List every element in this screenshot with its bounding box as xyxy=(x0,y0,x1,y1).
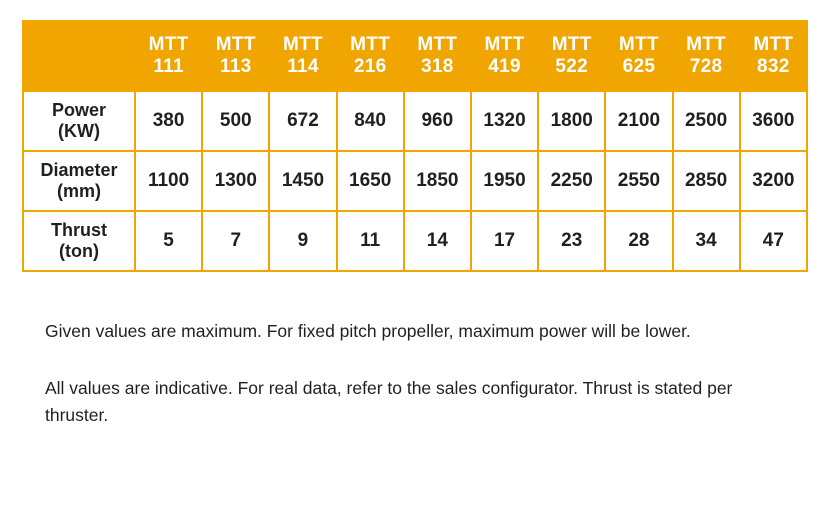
model-number: 625 xyxy=(622,56,656,77)
column-header-mtt-111 xyxy=(135,21,202,91)
cell-diameter-mtt-111: 1100 xyxy=(135,151,202,211)
column-header-mtt-728 xyxy=(673,21,740,91)
row-label-line1: Thrust xyxy=(51,220,107,241)
model-prefix: MTT xyxy=(282,34,323,56)
model-prefix: MTT xyxy=(551,34,592,56)
cell-power-mtt-728: 2500 xyxy=(673,91,740,151)
table-row-power xyxy=(23,91,807,151)
cell-thrust-mtt-318: 14 xyxy=(404,211,471,271)
row-label-line2: (mm) xyxy=(57,181,101,201)
table-row-diameter xyxy=(23,151,807,211)
column-header-mtt-522 xyxy=(538,21,605,91)
column-header-mtt-113 xyxy=(202,21,269,91)
note-maximum-values: Given values are maximum. For fixed pitch propeller, maximum power will be lower. xyxy=(45,321,691,341)
column-header-mtt-419 xyxy=(471,21,538,91)
cell-diameter-mtt-419: 1950 xyxy=(471,151,538,211)
cell-thrust-mtt-419: 17 xyxy=(471,211,538,271)
cell-thrust-mtt-728: 34 xyxy=(673,211,740,271)
cell-power-mtt-419: 1320 xyxy=(471,91,538,151)
cell-power-mtt-111: 380 xyxy=(135,91,202,151)
column-header-mtt-318 xyxy=(404,21,471,91)
model-number: 216 xyxy=(353,56,387,77)
model-number: 318 xyxy=(421,56,454,77)
row-label-diameter xyxy=(23,151,135,211)
model-number: 522 xyxy=(555,56,589,77)
table-body xyxy=(23,91,807,271)
model-prefix: MTT xyxy=(148,34,189,56)
cell-diameter-mtt-216: 1650 xyxy=(337,151,404,211)
cell-thrust-mtt-216: 11 xyxy=(337,211,404,271)
table-header xyxy=(23,21,807,91)
row-label-thrust xyxy=(23,211,135,271)
spec-table-container xyxy=(22,20,808,272)
cell-thrust-mtt-113: 7 xyxy=(202,211,269,271)
column-header-mtt-832 xyxy=(740,21,807,91)
row-label-line1: Power xyxy=(51,100,107,121)
cell-diameter-mtt-318: 1850 xyxy=(404,151,471,211)
cell-thrust-mtt-111: 5 xyxy=(135,211,202,271)
table-header-row xyxy=(23,21,807,91)
cell-power-mtt-522: 1800 xyxy=(538,91,605,151)
model-number: 111 xyxy=(153,56,184,77)
table-corner-cell xyxy=(23,21,135,91)
cell-diameter-mtt-625: 2550 xyxy=(605,151,672,211)
model-prefix: MTT xyxy=(215,34,256,56)
column-header-mtt-216 xyxy=(337,21,404,91)
model-prefix: MTT xyxy=(350,34,391,56)
model-prefix: MTT xyxy=(686,34,727,56)
cell-diameter-mtt-728: 2850 xyxy=(673,151,740,211)
model-prefix: MTT xyxy=(417,34,458,56)
table-row-thrust xyxy=(23,211,807,271)
notes-section xyxy=(45,318,785,459)
cell-power-mtt-113: 500 xyxy=(202,91,269,151)
column-header-mtt-114 xyxy=(269,21,336,91)
cell-diameter-mtt-113: 1300 xyxy=(202,151,269,211)
cell-thrust-mtt-832: 47 xyxy=(740,211,807,271)
thruster-spec-table xyxy=(22,20,808,272)
cell-power-mtt-216: 840 xyxy=(337,91,404,151)
row-label-line1: Diameter xyxy=(40,160,118,181)
cell-diameter-mtt-832: 3200 xyxy=(740,151,807,211)
model-prefix: MTT xyxy=(618,34,659,56)
model-number: 728 xyxy=(689,56,723,77)
cell-thrust-mtt-114: 9 xyxy=(269,211,336,271)
cell-power-mtt-625: 2100 xyxy=(605,91,672,151)
cell-thrust-mtt-625: 28 xyxy=(605,211,672,271)
model-number: 419 xyxy=(488,56,521,77)
cell-power-mtt-318: 960 xyxy=(404,91,471,151)
model-prefix: MTT xyxy=(753,34,794,56)
model-prefix: MTT xyxy=(484,34,525,56)
column-header-mtt-625 xyxy=(605,21,672,91)
cell-power-mtt-114: 672 xyxy=(269,91,336,151)
model-number: 832 xyxy=(757,56,790,77)
note-indicative-values: All values are indicative. For real data, refer to the sales configurator. Thrust is stated per thruster. xyxy=(45,378,733,426)
model-number: 114 xyxy=(287,56,319,77)
model-number: 113 xyxy=(220,56,252,77)
row-label-line2: (KW) xyxy=(58,121,100,141)
row-label-line2: (ton) xyxy=(59,241,99,261)
cell-thrust-mtt-522: 23 xyxy=(538,211,605,271)
row-label-power xyxy=(23,91,135,151)
cell-diameter-mtt-114: 1450 xyxy=(269,151,336,211)
cell-diameter-mtt-522: 2250 xyxy=(538,151,605,211)
cell-power-mtt-832: 3600 xyxy=(740,91,807,151)
